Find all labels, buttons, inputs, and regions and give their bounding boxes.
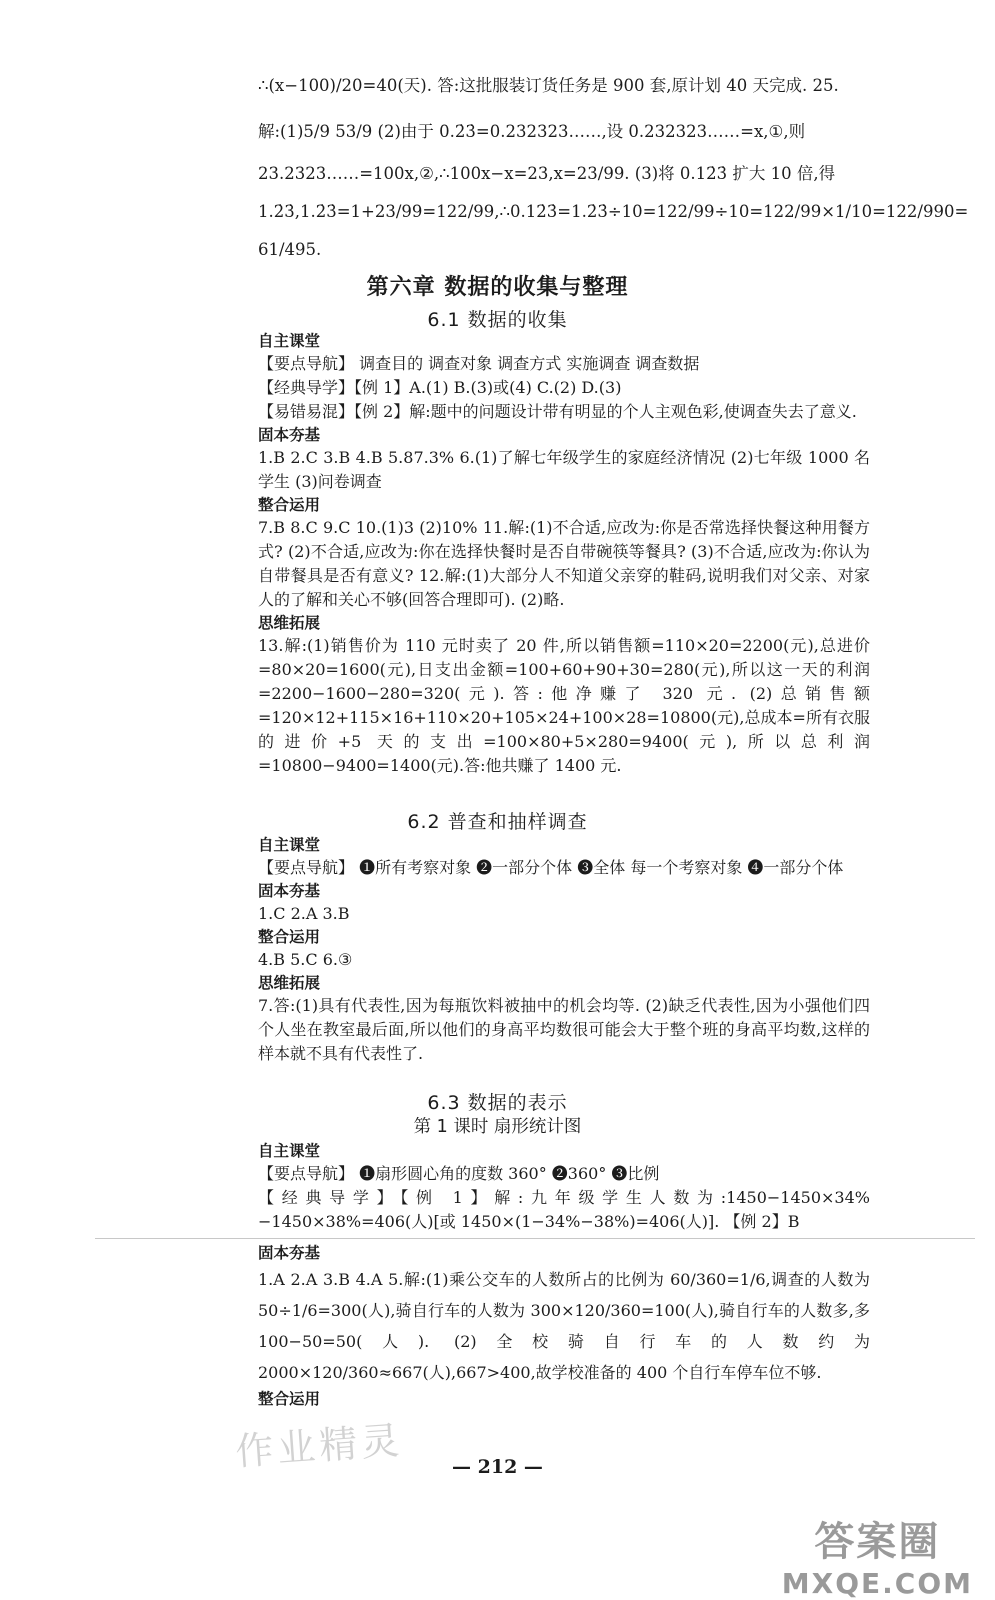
section-6-2 xyxy=(258,834,870,1066)
heading-zhenghe: 整合运用 xyxy=(258,1390,321,1408)
heading-guben: 固本夯基 xyxy=(258,426,321,444)
page-number: — 212 — xyxy=(452,1456,543,1478)
section-title-6-2: 6.2 普查和抽样调查 xyxy=(407,811,588,833)
paragraph: 7.答:(1)具有代表性,因为每瓶饮料被抽中的机会均等. (2)缺乏代表性,因为小强他们四个人坐在教室最后面,所以他们的身高平均数很可能会大于整个班的身高平均数,这样的样本就不具有代表性了. xyxy=(258,996,870,1063)
paragraph: 7.B 8.C 9.C 10.(1)3 (2)10% 11.解:(1)不合适,应改为:你是否常选择快餐这种用餐方式? (2)不合适,应改为:你在选择快餐时是否自带碗筷等餐具? (3)不合适,应改为:你认为自带餐具是否有意义? 12.解:(1)大部分人不知道父亲穿的鞋码,说明我们对父亲、对家人的了解和关心不够(回答合理即可). (2)略. xyxy=(258,518,870,609)
paragraph: 4.B 5.C 6.③ xyxy=(258,950,353,969)
intro-line-4: 1.2̇3̇,1.2̇3̇=1+23/99=122/99,∴0.12̇3̇=1.2̇3̇÷10=122/99÷10=122/99×1/10=122/990= xyxy=(258,202,969,221)
chapter-title: 第六章 数据的收集与整理 xyxy=(366,275,629,300)
paragraph: 【要点导航】 调查目的 调查对象 调查方式 实施调查 调查数据 xyxy=(258,354,700,373)
section-title-6-1: 6.1 数据的收集 xyxy=(427,309,568,331)
watermark-url: MXQE.COM xyxy=(781,1567,973,1600)
heading-guben: 固本夯基 xyxy=(258,1244,321,1262)
paragraph: 【易错易混】【例 2】解:题中的问题设计带有明显的个人主观色彩,使调查失去了意义. xyxy=(258,402,857,421)
heading-siwei: 思维拓展 xyxy=(258,974,321,992)
paragraph: 【要点导航】 ❶所有考察对象 ❷一部分个体 ❸全体 每一个考察对象 ❹一部分个体 xyxy=(258,858,844,877)
heading-zizhu: 自主课堂 xyxy=(258,836,321,854)
watermark-logo xyxy=(782,1510,973,1600)
heading-zhenghe: 整合运用 xyxy=(258,496,321,514)
intro-line-5: 61/495. xyxy=(258,240,322,259)
heading-siwei: 思维拓展 xyxy=(258,614,321,632)
section-title-6-3: 6.3 数据的表示 xyxy=(427,1092,568,1114)
paragraph: 1.A 2.A 3.B 4.A 5.解:(1)乘公交车的人数所占的比例为 60/360=1/6,调查的人数为 50÷1/6=300(人),骑自行车的人数为 300×120/360=100(人),骑自行车的人数多,多 100−50=50(人). (2)全校骑自行车的人数约为 2000×120/360≈667(人),667>400,故学校准备的 400 个自行车停车位不够. xyxy=(258,1270,870,1382)
lesson-subtitle: 第 1 课时 扇形统计图 xyxy=(413,1117,582,1137)
paragraph: 【经典导学】【例 1】A.(1) B.(3)或(4) C.(2) D.(3) xyxy=(258,378,622,397)
heading-zizhu: 自主课堂 xyxy=(258,1142,321,1160)
heading-guben: 固本夯基 xyxy=(258,882,321,900)
scan-divider xyxy=(95,1238,975,1239)
heading-zizhu: 自主课堂 xyxy=(258,332,321,350)
watermark-left: 作业精灵 xyxy=(233,1418,405,1474)
watermark-logo-text: 答案圈 xyxy=(814,1519,941,1565)
paragraph: 13.解:(1)销售价为 110 元时卖了 20 件,所以销售额=110×20=2200(元),总进价=80×20=1600(元),日支出金额=100+60+90+30=280(元),所以这一天的利润=2200−1600−280=320(元).答:他净赚了 320 元. (2)总销售额=120×12+115×16+110×20+105×24+100×28=10800(元),总成本=所有衣服的进价+5 天的支出=100×80+5×280=9400(元),所以总利润=10800−9400=1400(元).答:他共赚了 1400 元. xyxy=(258,636,870,775)
paragraph: 1.B 2.C 3.B 4.B 5.87.3% 6.(1)了解七年级学生的家庭经济情况 (2)七年级 1000 名学生 (3)问卷调查 xyxy=(258,448,870,491)
intro-line-1: ∴(x−100)/20=40(天). 答:这批服装订货任务是 900 套,原计划 40 天完成. 25. xyxy=(258,76,839,95)
intro-line-2: 解:(1)5/9 53/9 (2)由于 0.2̇3̇=0.232323……,设 0.232323……=x,①,则 xyxy=(258,122,806,141)
heading-zhenghe: 整合运用 xyxy=(258,928,321,946)
intro-line-3: 23.2323……=100x,②,∴100x−x=23,x=23/99. (3)将 0.12̇3̇ 扩大 10 倍,得 xyxy=(258,164,836,183)
section-6-3 xyxy=(258,1140,870,1410)
paragraph: 【经典导学】【例 1】解:九年级学生人数为:1450−1450×34%−1450×38%=406(人)[或 1450×(1−34%−38%)=406(人)]. 【例 2】B xyxy=(258,1188,870,1231)
section-6-1 xyxy=(258,330,870,778)
paragraph: 1.C 2.A 3.B xyxy=(258,904,350,923)
paragraph: 【要点导航】 ❶扇形圆心角的度数 360° ❷360° ❸比例 xyxy=(258,1164,660,1183)
